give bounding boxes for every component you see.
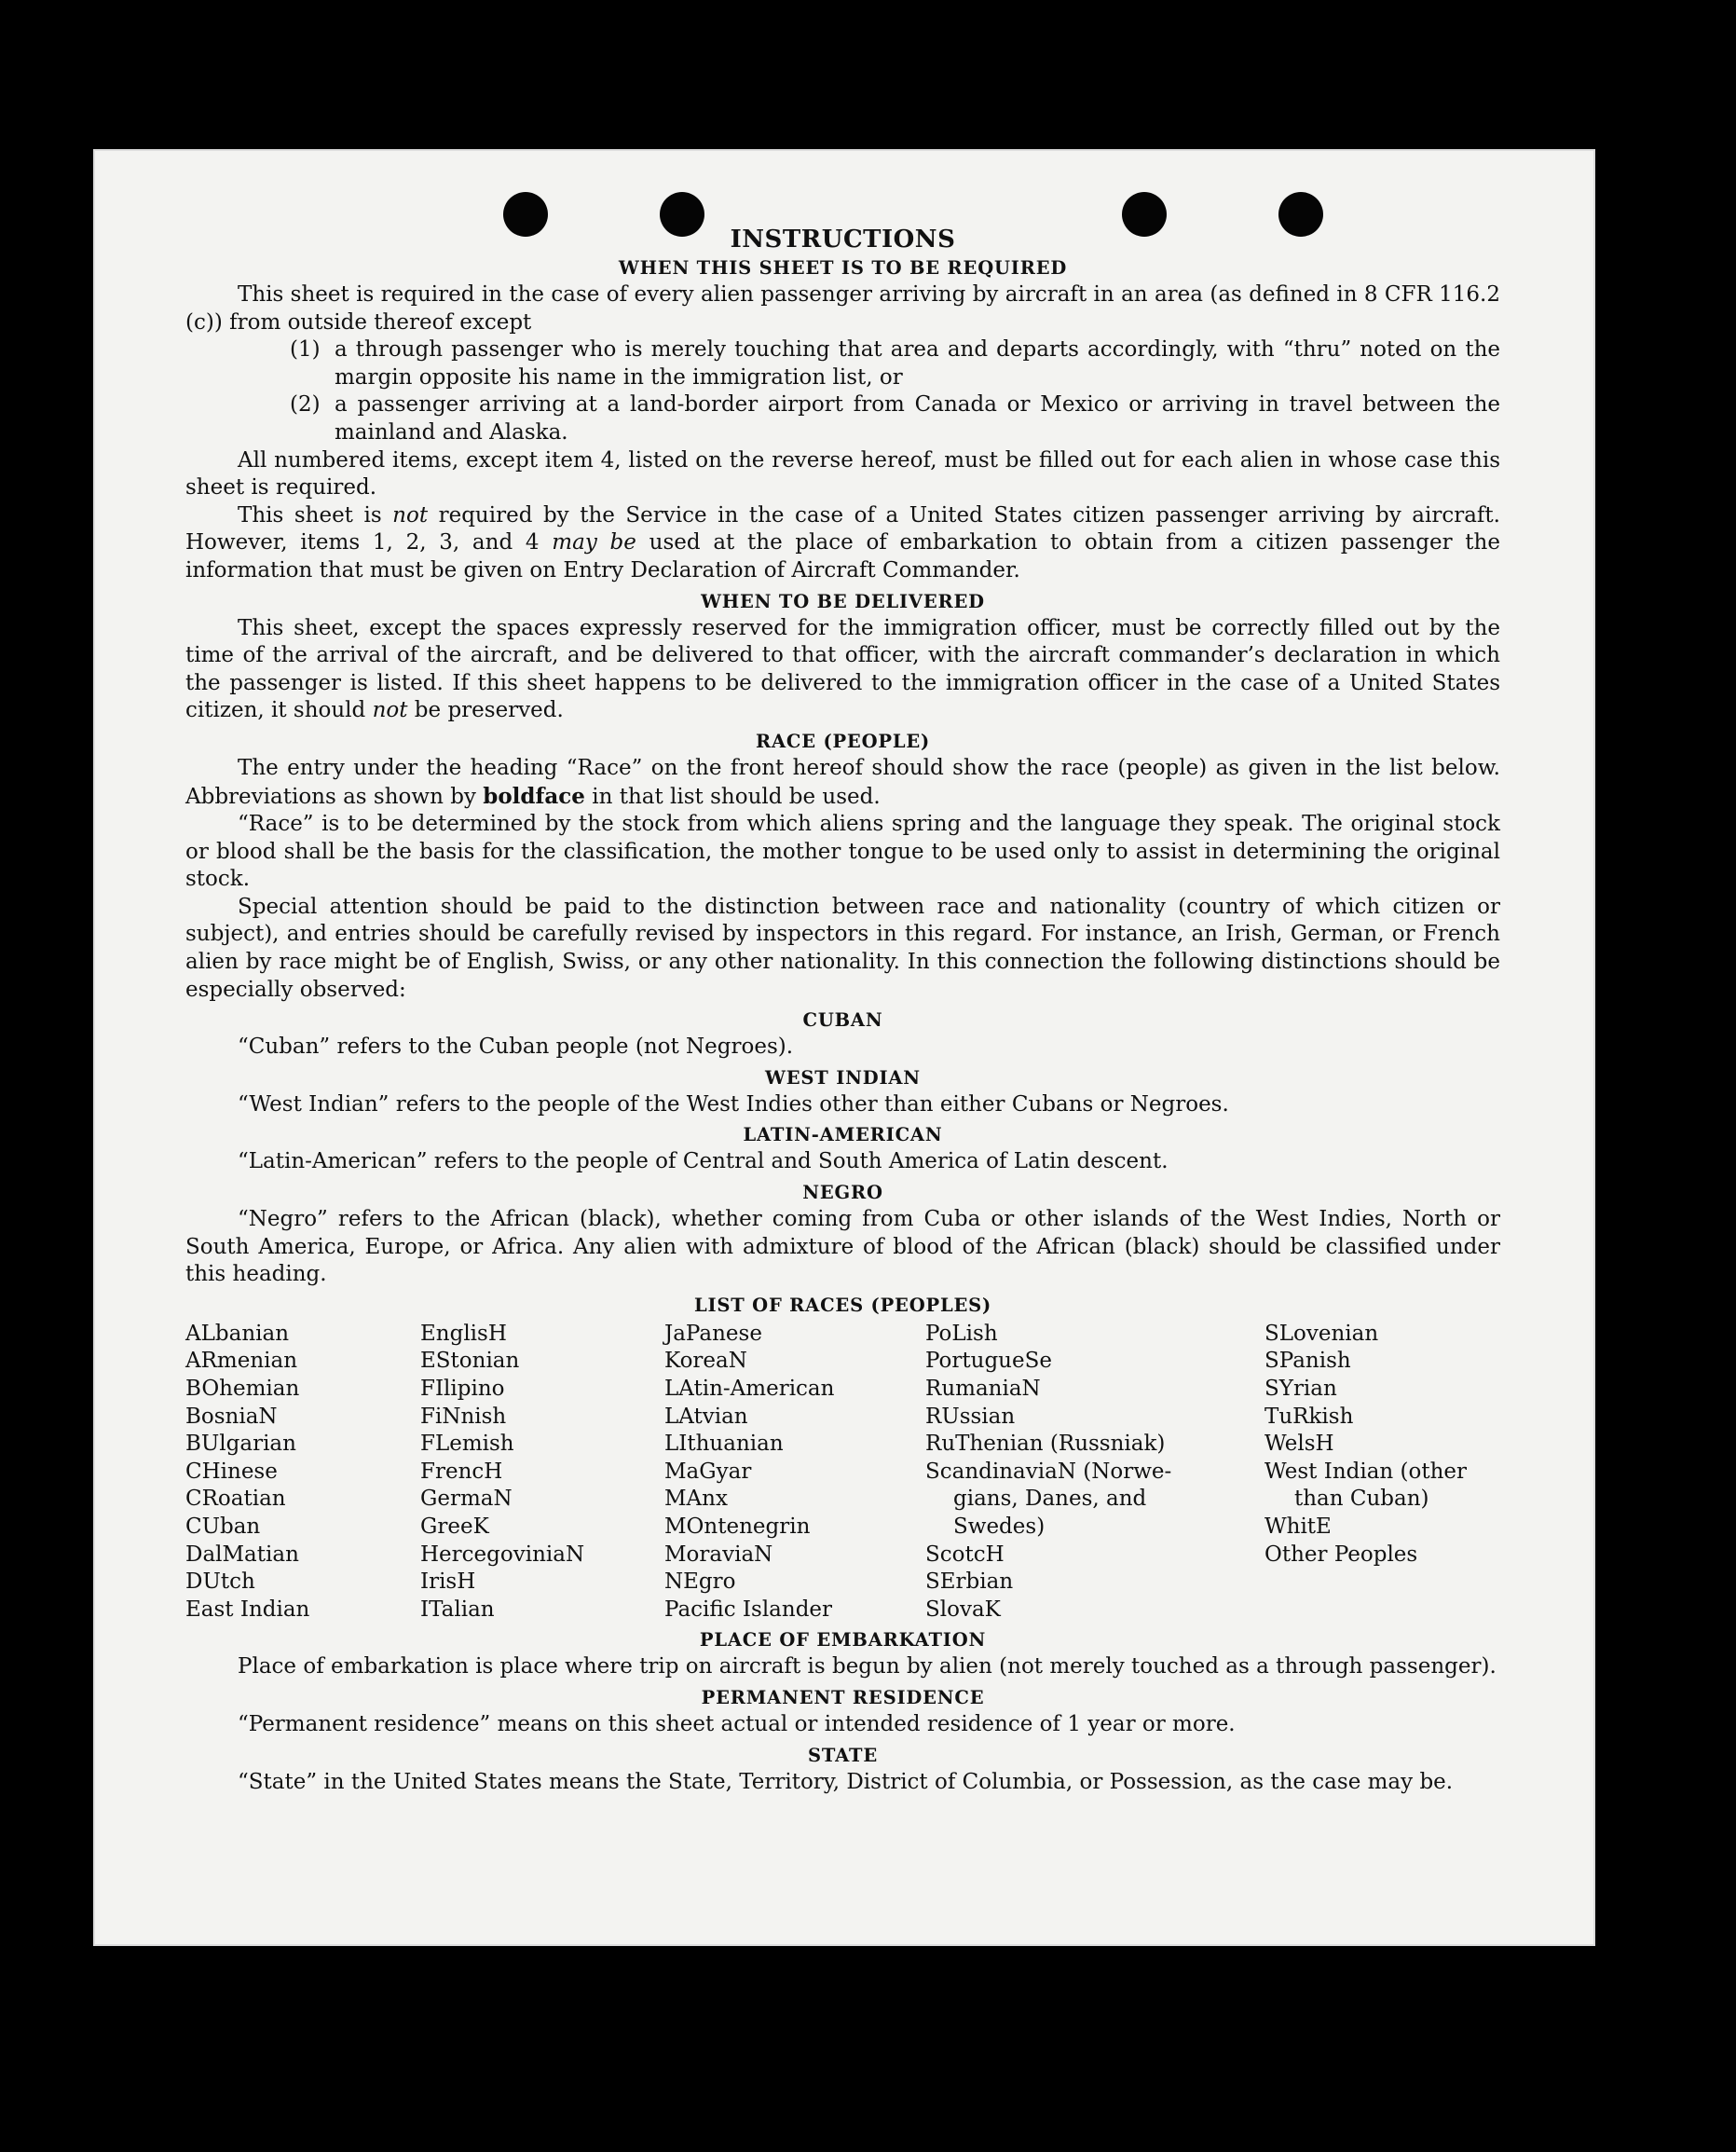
race-item: MOntenegrin	[664, 1514, 811, 1539]
race-item: Other Peoples	[1264, 1542, 1418, 1567]
emphasis: not	[392, 502, 429, 528]
race-column	[185, 1321, 420, 1624]
race-item: NEgro	[664, 1569, 736, 1595]
section-heading: LATIN-AMERICAN	[743, 1124, 943, 1146]
race-item: KoreaN	[664, 1349, 747, 1374]
paragraph: Place of embarkation is place where trip on aircraft is begun by alien (not merely touched as a through passenger).	[238, 1654, 1497, 1679]
text-run: This sheet, except the spaces expressly reserved for the immigration officer, must be correctly filled out by the time of the arrival of the aircraft, and be delivered to that officer, with the aircraft commander’s declaration in which the passenger is listed. If this sheet happens to be delivered to the immigration officer in the case of a United States citizen, it should	[185, 615, 1500, 723]
paragraph	[185, 615, 1500, 725]
race-item: LAtvian	[664, 1404, 748, 1429]
paragraph	[185, 755, 1500, 811]
race-item: LIthuanian	[664, 1432, 784, 1457]
race-item: ScotcH	[925, 1542, 1005, 1567]
document-title: INSTRUCTIONS	[730, 226, 956, 254]
race-item: MaGyar	[664, 1459, 752, 1484]
race-item: ITalian	[420, 1597, 495, 1622]
race-item: LAtin-American	[664, 1377, 835, 1401]
emphasis: may be	[552, 530, 636, 555]
race-item: ARmenian	[185, 1349, 298, 1374]
race-item: East Indian	[185, 1597, 310, 1622]
race-item: SlovaK	[925, 1597, 1001, 1622]
race-item: FrencH	[420, 1459, 503, 1484]
text-run: in that list should be used.	[584, 784, 881, 809]
instructions-text	[185, 226, 1500, 1796]
race-item: than Cuban)	[1294, 1487, 1429, 1512]
race-item: BUlgarian	[185, 1432, 296, 1457]
race-item: RuThenian (Russniak)	[925, 1432, 1166, 1457]
race-column	[1264, 1321, 1500, 1624]
bold-text: boldface	[483, 783, 585, 809]
race-item: MAnx	[664, 1487, 728, 1512]
race-item: FiNnish	[420, 1404, 507, 1429]
race-item: PortugueSe	[925, 1349, 1052, 1374]
section-heading: PERMANENT RESIDENCE	[701, 1686, 985, 1708]
paragraph: “Race” is to be determined by the stock from which aliens spring and the language they speak. The original stock or blood shall be the basis for the classification, the mother tongue to be used only to assist in determining the original stock.	[185, 812, 1500, 892]
paragraph: “Cuban” refers to the Cuban people (not Negroes).	[238, 1035, 794, 1060]
race-item: WhitE	[1264, 1514, 1332, 1539]
race-list	[185, 1321, 1500, 1624]
race-item: Swedes)	[953, 1514, 1046, 1539]
race-item: FIlipino	[420, 1377, 505, 1401]
section-heading: PLACE OF EMBARKATION	[699, 1629, 987, 1652]
paragraph: “Permanent residence” means on this sheet actual or intended residence of 1 year or more.	[238, 1711, 1236, 1736]
section-heading: WHEN THIS SHEET IS TO BE REQUIRED	[618, 257, 1068, 279]
numbered-item	[185, 391, 1500, 446]
text-run: The entry under the heading “Race” on the front hereof should show the race (people) as given in the list below. Abbreviations as shown by	[185, 755, 1500, 809]
race-item: GermaN	[420, 1487, 513, 1512]
race-item: JaPanese	[664, 1321, 762, 1346]
section-heading: WHEN TO BE DELIVERED	[701, 590, 985, 612]
item-number: (2)	[290, 392, 321, 418]
race-item: GreeK	[420, 1514, 489, 1539]
race-item: TuRkish	[1264, 1404, 1354, 1429]
race-item: Pacific Islander	[664, 1597, 833, 1622]
race-item: SYrian	[1264, 1377, 1337, 1401]
race-item: ALbanian	[185, 1321, 290, 1346]
race-item: BosniaN	[185, 1404, 278, 1429]
item-text: a through passenger who is merely touching that area and departs accordingly, with “thru” noted on the margin opposite his name in the immigration list, or	[335, 337, 1500, 390]
race-item: WelsH	[1264, 1432, 1334, 1457]
section-heading: RACE (PEOPLE)	[755, 730, 931, 752]
race-item: IrisH	[420, 1569, 476, 1595]
race-item: CRoatian	[185, 1487, 286, 1512]
emphasis: not	[372, 698, 408, 723]
race-item: MoraviaN	[664, 1542, 773, 1567]
race-item: FLemish	[420, 1432, 514, 1457]
paragraph: “Latin-American” refers to the people of Central and South America of Latin descent.	[238, 1149, 1169, 1174]
section-heading: CUBAN	[802, 1009, 883, 1032]
paragraph: All numbered items, except item 4, listed on the reverse hereof, must be filled out for each alien in whose case this sheet is required.	[185, 447, 1500, 500]
race-column	[925, 1321, 1264, 1624]
paragraph: “State” in the United States means the State, Territory, District of Columbia, or Possession, as the case may be.	[238, 1769, 1454, 1794]
race-item: SPanish	[1264, 1349, 1351, 1374]
item-number: (1)	[290, 337, 321, 363]
text-run: be preserved.	[407, 698, 564, 723]
item-text: a passenger arriving at a land-border airport from Canada or Mexico or arriving in travel between the mainland and Alaska.	[335, 392, 1500, 445]
section-heading: NEGRO	[802, 1182, 883, 1204]
race-item: RumaniaN	[925, 1377, 1041, 1401]
text-run: used at the place of embarkation to obtain from a citizen passenger the information that must be given on Entry Declaration of Aircraft Commander.	[185, 530, 1500, 583]
paragraph: “Negro” refers to the African (black), whether coming from Cuba or other islands of the West Indies, North or South America, Europe, or Africa. Any alien with admixture of blood of the African (black) should be classified under this heading.	[185, 1207, 1500, 1287]
paragraph: This sheet is required in the case of every alien passenger arriving by aircraft in an area (as defined in 8 CFR 116.2 (c)) from outside thereof except	[185, 282, 1500, 335]
race-item: DUtch	[185, 1569, 255, 1595]
numbered-item	[185, 336, 1500, 391]
race-item: EnglisH	[420, 1321, 507, 1346]
paragraph: “West Indian” refers to the people of the West Indies other than either Cubans or Negroes.	[238, 1091, 1229, 1117]
text-run: required by the Service in the case of a United States citizen passenger arriving by aircraft. However, items 1, 2, 3, and 4	[185, 502, 1500, 555]
race-column	[420, 1321, 664, 1624]
race-item: West Indian (other	[1264, 1459, 1468, 1484]
section-heading: WEST INDIAN	[765, 1066, 921, 1089]
race-item: ScandinaviaN (Norwe-	[925, 1459, 1172, 1484]
race-item: SLovenian	[1264, 1321, 1379, 1346]
race-item: gians, Danes, and	[953, 1487, 1147, 1512]
text-run: This sheet is	[238, 502, 393, 528]
race-item: CUban	[185, 1514, 261, 1539]
race-item: HercegoviniaN	[420, 1542, 585, 1567]
race-item: EStonian	[420, 1349, 520, 1374]
race-item: PoLish	[925, 1321, 998, 1346]
section-heading: STATE	[808, 1744, 878, 1766]
race-item: RUssian	[925, 1404, 1016, 1429]
document-page	[93, 149, 1595, 1946]
section-heading: LIST OF RACES (PEOPLES)	[693, 1294, 992, 1316]
paragraph	[185, 502, 1500, 585]
race-item: SErbian	[925, 1569, 1014, 1595]
paragraph: Special attention should be paid to the distinction between race and nationality (country of which citizen or subject), and entries should be carefully revised by inspectors in this regard. For instance, an Irish, German, or French alien by race might be of English, Swiss, or any other nationality. In this connection the following distinctions should be especially observed:	[185, 894, 1500, 1002]
race-item: CHinese	[185, 1459, 278, 1484]
race-item: DalMatian	[185, 1542, 299, 1567]
race-column	[664, 1321, 925, 1624]
race-item: BOhemian	[185, 1377, 300, 1401]
